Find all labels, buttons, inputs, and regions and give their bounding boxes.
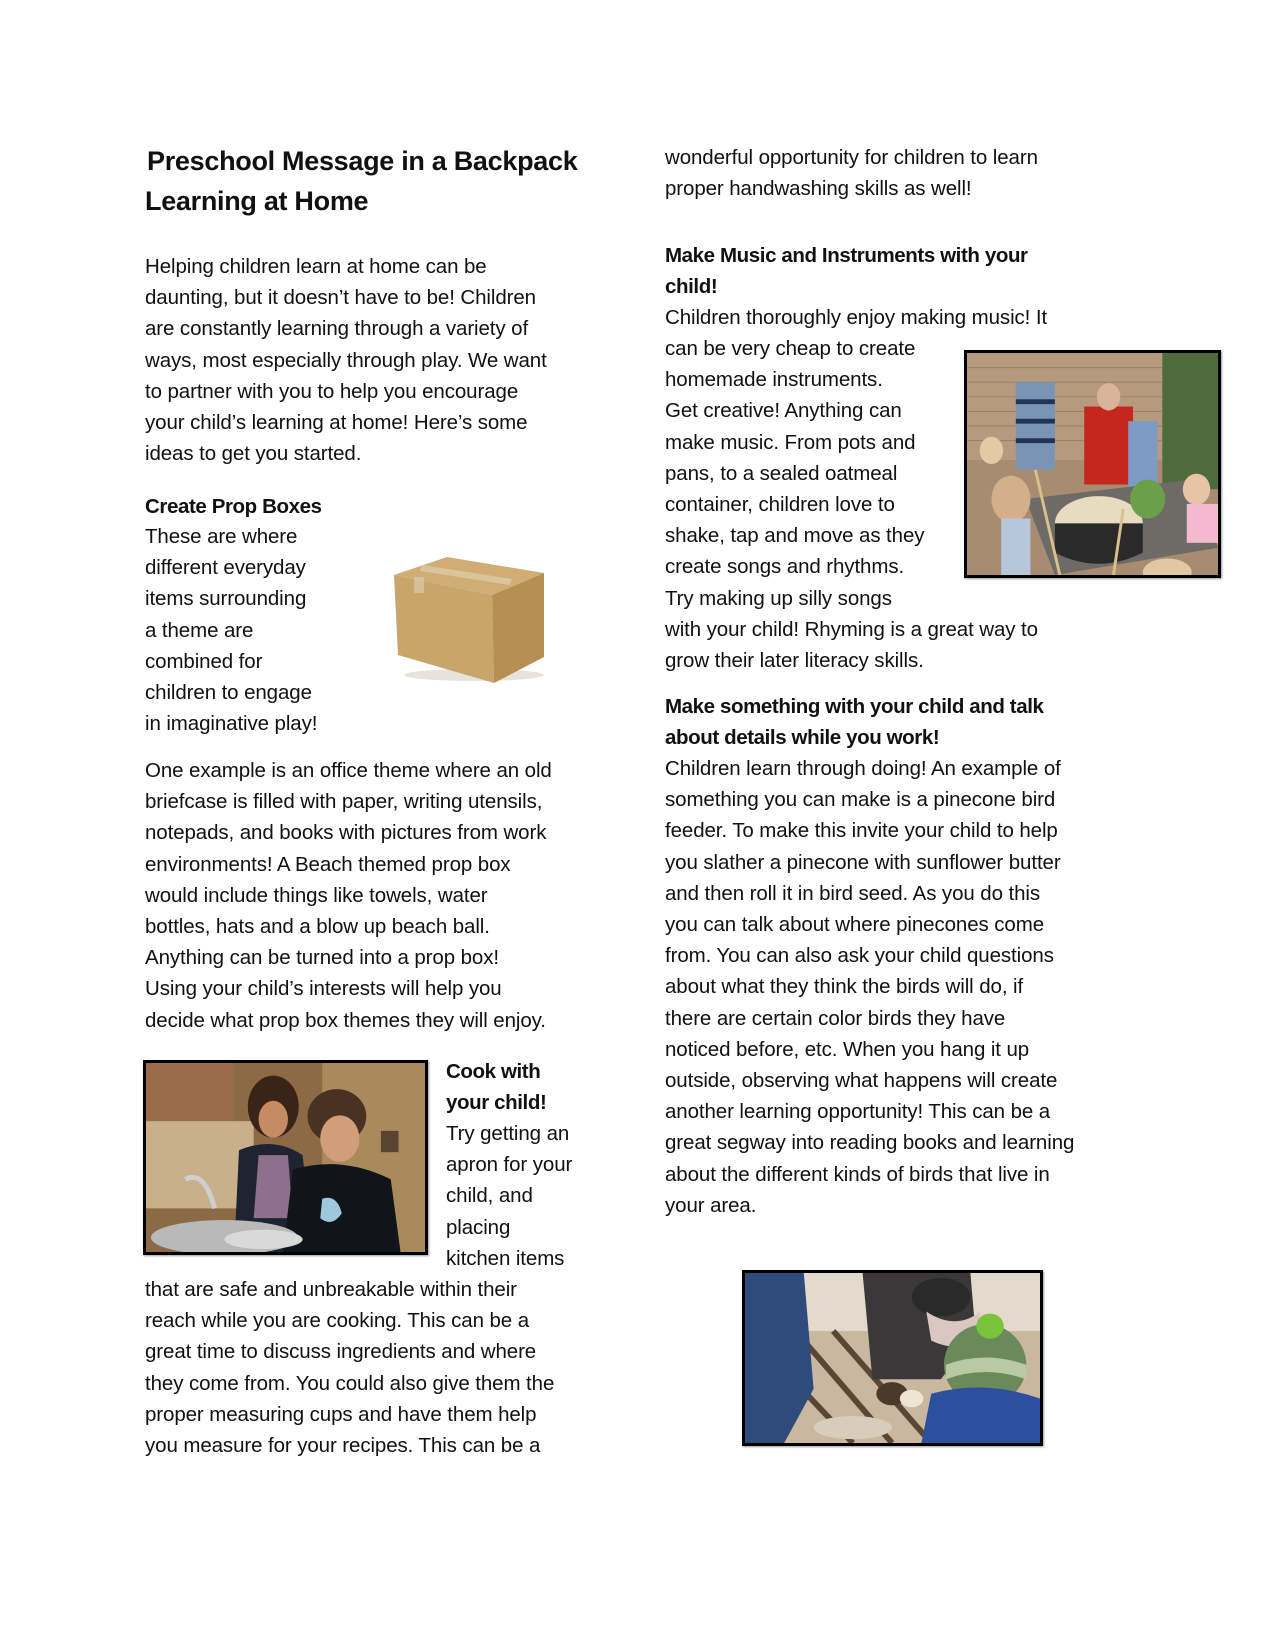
intro-line: Helping children learn at home can be: [145, 255, 487, 278]
text-line: outside, observing what happens will create: [665, 1069, 1058, 1093]
text-line: Try making up silly songs: [665, 586, 892, 610]
text-line: briefcase is filled with paper, writing utensils,: [145, 790, 543, 814]
text-line: Get creative! Anything can: [665, 399, 902, 423]
text-line: there are certain color birds they have: [665, 1006, 1006, 1030]
text-line: apron for your: [446, 1153, 573, 1177]
text-line: your area.: [665, 1193, 757, 1217]
text-line: another learning opportunity! This can be a: [665, 1100, 1051, 1124]
text-line: proper handwashing skills as well!: [665, 177, 972, 201]
text-line: different everyday: [145, 556, 306, 580]
text-line: that are safe and unbreakable within their: [145, 1278, 517, 1301]
heading-line: child!: [665, 275, 718, 299]
intro-line: ways, most especially through play. We want: [145, 348, 547, 372]
text-line: children to engage: [145, 681, 312, 705]
intro-line: ideas to get you started.: [145, 442, 362, 466]
heading-line: about details while you work!: [665, 726, 940, 750]
text-line: and then roll it in bird seed. As you do this: [665, 881, 1040, 905]
heading-line: your child!: [446, 1091, 547, 1115]
text-line: Try getting an: [446, 1122, 570, 1145]
text-line: environments! A Beach themed prop box: [145, 852, 511, 876]
text-line: placing: [446, 1215, 511, 1239]
title-line-2: Learning at Home: [145, 186, 369, 216]
cooking-photo-icon: [143, 1060, 428, 1255]
text-line: Using your child’s interests will help you: [145, 977, 502, 1001]
text-line: child, and: [446, 1184, 533, 1208]
music-paragraph: [665, 614, 1038, 676]
pinecone-feeder-photo-icon: [742, 1270, 1043, 1446]
intro-line: daunting, but it doesn’t have to be! Children: [145, 286, 536, 310]
text-line: homemade instruments.: [665, 368, 883, 392]
make-heading: [665, 691, 1044, 753]
intro-paragraph: [145, 251, 547, 469]
prop-boxes-wrapped-text: [145, 521, 317, 739]
text-line: noticed before, etc. When you hang it up: [665, 1037, 1030, 1061]
prop-boxes-heading: Create Prop Boxes: [145, 495, 322, 518]
page-title: [145, 141, 577, 221]
text-line: combined for: [145, 649, 263, 673]
music-heading: [665, 240, 1028, 302]
text-line: create songs and rhythms.: [665, 555, 905, 579]
cook-wrapped-text: [446, 1118, 572, 1274]
intro-line: are constantly learning through a variety of: [145, 317, 529, 341]
text-line: in imaginative play!: [145, 712, 318, 736]
text-line: container, children love to: [665, 493, 895, 517]
text-line: grow their later literacy skills.: [665, 649, 924, 673]
make-paragraph: [665, 753, 1074, 1221]
text-line: great segway into reading books and learning: [665, 1131, 1075, 1155]
heading-line: Cook with: [446, 1060, 541, 1083]
cook-heading: [446, 1056, 546, 1118]
music-wrapped-text: [665, 333, 924, 614]
text-line: they come from. You could also give them the: [145, 1371, 555, 1395]
heading-line: Make Music and Instruments with your: [665, 244, 1028, 267]
text-line: can be very cheap to create: [665, 337, 916, 360]
text-line: about what they think the birds will do, if: [665, 975, 1024, 999]
text-line: notepads, and books with pictures from work: [145, 821, 547, 845]
text-line: with your child! Rhyming is a great way to: [665, 618, 1038, 641]
text-line: kitchen items: [446, 1246, 565, 1270]
text-line: reach while you are cooking. This can be a: [145, 1309, 530, 1333]
text-line: bottles, hats and a blow up beach ball.: [145, 915, 490, 939]
text-line: about the different kinds of birds that live in: [665, 1162, 1050, 1186]
text-line: you measure for your recipes. This can be a: [145, 1434, 541, 1458]
intro-line: to partner with you to help you encourage: [145, 379, 519, 403]
cook-paragraph-continued: [665, 142, 1038, 204]
text-line: something you can make is a pinecone bird: [665, 788, 1056, 812]
title-line-1: Preschool Message in a Backpack: [147, 146, 578, 176]
text-line: proper measuring cups and have them help: [145, 1402, 537, 1426]
text-line: wonderful opportunity for children to learn: [665, 146, 1038, 169]
text-line: great time to discuss ingredients and where: [145, 1340, 537, 1364]
text-line: These are where: [145, 525, 298, 548]
text-line: items surrounding: [145, 587, 307, 611]
text-line: Anything can be turned into a prop box!: [145, 946, 499, 970]
heading-line: Make something with your child and talk: [665, 695, 1044, 718]
text-line: Children learn through doing! An example of: [665, 757, 1061, 780]
text-line: from. You can also ask your child questions: [665, 944, 1054, 968]
text-line: make music. From pots and: [665, 430, 916, 454]
prop-boxes-paragraph: [145, 755, 552, 1036]
text-line: you slather a pinecone with sunflower butter: [665, 850, 1061, 874]
text-line: decide what prop box themes they will enjoy.: [145, 1008, 546, 1032]
text-line: would include things like towels, water: [145, 883, 488, 907]
cardboard-box-icon: [392, 545, 552, 685]
music-photo-icon: [964, 350, 1221, 578]
text-line: feeder. To make this invite your child to help: [665, 819, 1058, 843]
text-line: One example is an office theme where an old: [145, 759, 552, 782]
cook-paragraph: [145, 1274, 554, 1461]
music-first-line: Children thoroughly enjoy making music! It: [665, 306, 1048, 329]
text-line: pans, to a sealed oatmeal: [665, 461, 898, 485]
text-line: you can talk about where pinecones come: [665, 913, 1045, 937]
intro-line: your child’s learning at home! Here’s some: [145, 411, 528, 435]
text-line: shake, tap and move as they: [665, 524, 925, 548]
text-line: a theme are: [145, 618, 254, 642]
